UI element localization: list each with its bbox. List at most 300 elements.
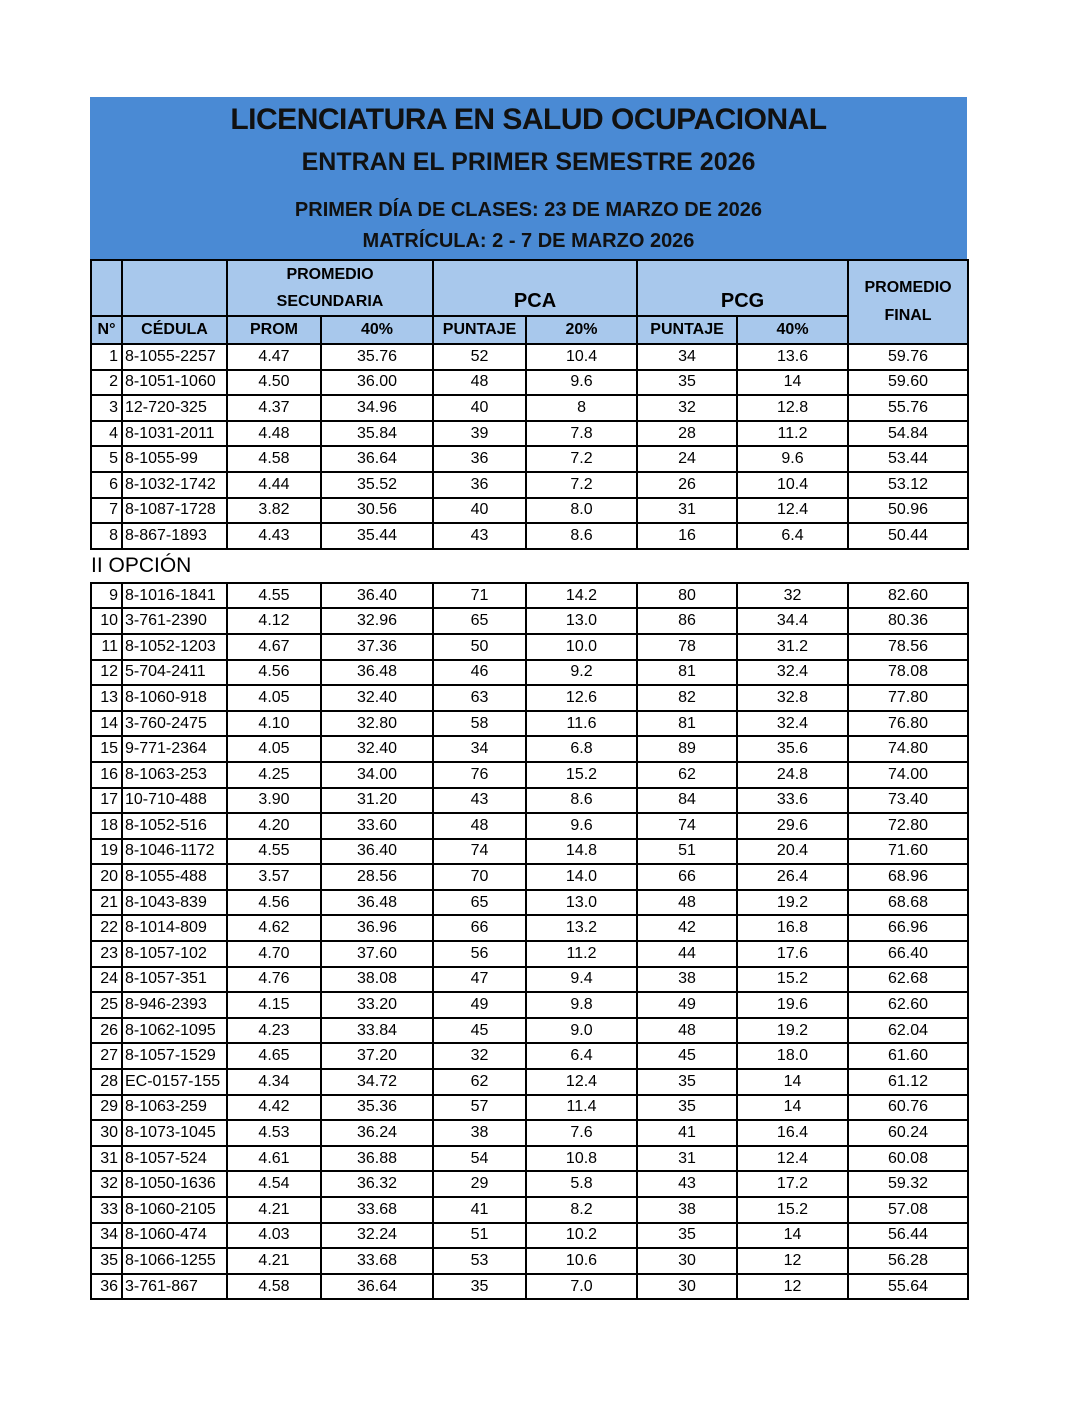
cell-row-number: 17 [91,788,122,814]
program-title: LICENCIATURA EN SALUD OCUPACIONAL [230,103,827,136]
cell-row-number: 20 [91,864,122,890]
table-row [91,1043,968,1069]
cell-promedio-final: 60.24 [848,1120,968,1146]
cell-pca-puntaje: 53 [433,1248,526,1274]
table-row [91,660,968,686]
cell-pcg-puntaje: 84 [637,788,737,814]
cell-promedio-final: 68.96 [848,864,968,890]
cell-pcg-puntaje: 26 [637,472,737,498]
primary-rows [91,344,968,549]
cell-sec-40-pct: 34.96 [321,395,433,421]
cell-pcg-puntaje: 45 [637,1043,737,1069]
header-pca-20: 20% [526,316,637,344]
cell-pcg-40-pct: 24.8 [737,762,848,788]
cell-row-number: 2 [91,370,122,396]
cell-pca-puntaje: 65 [433,608,526,634]
cell-prom: 4.56 [227,660,321,686]
cell-sec-40-pct: 37.60 [321,941,433,967]
cell-sec-40-pct: 35.84 [321,421,433,447]
cell-cedula: 8-1063-259 [122,1095,227,1121]
cell-cedula: 8-1066-1255 [122,1248,227,1274]
cell-pca-20-pct: 11.6 [526,711,637,737]
cell-row-number: 14 [91,711,122,737]
cell-pca-puntaje: 43 [433,523,526,549]
second-option-table [90,582,969,1301]
table-row [91,941,968,967]
cell-pcg-40-pct: 14 [737,1223,848,1249]
cell-pcg-40-pct: 19.6 [737,992,848,1018]
cell-pca-20-pct: 9.0 [526,1018,637,1044]
cell-row-number: 21 [91,890,122,916]
cell-row-number: 33 [91,1197,122,1223]
cell-promedio-final: 66.40 [848,941,968,967]
cell-sec-40-pct: 35.76 [321,344,433,370]
table-row [91,523,968,549]
cell-row-number: 22 [91,915,122,941]
cell-pca-puntaje: 40 [433,498,526,524]
cell-sec-40-pct: 30.56 [321,498,433,524]
cell-sec-40-pct: 36.96 [321,915,433,941]
header-pcg-puntaje: PUNTAJE [637,316,737,344]
cell-promedio-final: 68.68 [848,890,968,916]
cell-sec-40-pct: 36.24 [321,1120,433,1146]
cell-pca-puntaje: 52 [433,344,526,370]
cell-pca-puntaje: 74 [433,839,526,865]
cell-pca-20-pct: 10.4 [526,344,637,370]
cell-sec-40-pct: 35.52 [321,472,433,498]
cell-promedio-final: 80.36 [848,608,968,634]
cell-pca-20-pct: 14.0 [526,864,637,890]
cell-pca-20-pct: 12.4 [526,1069,637,1095]
cell-sec-40-pct: 36.48 [321,660,433,686]
table-row [91,634,968,660]
cell-sec-40-pct: 32.80 [321,711,433,737]
cell-sec-40-pct: 36.48 [321,890,433,916]
cell-row-number: 24 [91,967,122,993]
cell-pcg-40-pct: 9.6 [737,446,848,472]
table-row [91,344,968,370]
cell-pcg-puntaje: 86 [637,608,737,634]
cell-row-number: 29 [91,1095,122,1121]
table-row [91,1248,968,1274]
cell-promedio-final: 60.08 [848,1146,968,1172]
cell-row-number: 6 [91,472,122,498]
table-row [91,839,968,865]
cell-cedula: 8-1060-474 [122,1223,227,1249]
cell-pcg-puntaje: 35 [637,1095,737,1121]
cell-sec-40-pct: 36.64 [321,1274,433,1300]
enrollment-dates: MATRÍCULA: 2 - 7 DE MARZO 2026 [362,230,695,252]
cell-pca-puntaje: 29 [433,1171,526,1197]
cell-pcg-puntaje: 62 [637,762,737,788]
cell-promedio-final: 72.80 [848,813,968,839]
table-row [91,813,968,839]
cell-pcg-40-pct: 13.6 [737,344,848,370]
cell-pca-20-pct: 10.0 [526,634,637,660]
cell-prom: 4.62 [227,915,321,941]
cell-pca-puntaje: 58 [433,711,526,737]
cell-pcg-puntaje: 44 [637,941,737,967]
cell-cedula: 8-1063-253 [122,762,227,788]
cell-promedio-final: 62.68 [848,967,968,993]
cell-pca-puntaje: 36 [433,472,526,498]
cell-pca-puntaje: 62 [433,1069,526,1095]
cell-promedio-final: 50.96 [848,498,968,524]
table-row [91,583,968,609]
cell-pcg-40-pct: 12 [737,1248,848,1274]
table-row [91,1274,968,1300]
cell-sec-40-pct: 33.20 [321,992,433,1018]
cell-pcg-puntaje: 42 [637,915,737,941]
cell-pcg-40-pct: 6.4 [737,523,848,549]
cell-prom: 4.34 [227,1069,321,1095]
cell-cedula: EC-0157-155 [122,1069,227,1095]
cell-pca-20-pct: 15.2 [526,762,637,788]
cell-cedula: 8-1043-839 [122,890,227,916]
cell-pcg-puntaje: 30 [637,1248,737,1274]
cell-pcg-40-pct: 32.4 [737,660,848,686]
cell-prom: 4.03 [227,1223,321,1249]
cell-prom: 4.50 [227,370,321,396]
cell-pcg-puntaje: 41 [637,1120,737,1146]
table-row [91,1069,968,1095]
cell-prom: 4.44 [227,472,321,498]
cell-pca-puntaje: 35 [433,1274,526,1300]
cell-row-number: 31 [91,1146,122,1172]
cell-prom: 4.12 [227,608,321,634]
cell-cedula: 8-1055-2257 [122,344,227,370]
cell-sec-40-pct: 28.56 [321,864,433,890]
cell-promedio-final: 62.04 [848,1018,968,1044]
cell-pcg-puntaje: 51 [637,839,737,865]
cell-cedula: 8-1057-524 [122,1146,227,1172]
cell-pcg-40-pct: 11.2 [737,421,848,447]
cell-pca-puntaje: 50 [433,634,526,660]
cell-pca-puntaje: 47 [433,967,526,993]
cell-cedula: 8-1062-1095 [122,1018,227,1044]
cell-pca-puntaje: 45 [433,1018,526,1044]
cell-pcg-puntaje: 30 [637,1274,737,1300]
table-row [91,915,968,941]
cell-pca-puntaje: 43 [433,788,526,814]
table-row [91,1146,968,1172]
cell-prom: 4.54 [227,1171,321,1197]
cell-pcg-40-pct: 34.4 [737,608,848,634]
cell-promedio-final: 59.32 [848,1171,968,1197]
semester-subtitle: ENTRAN EL PRIMER SEMESTRE 2026 [301,148,756,176]
cell-pcg-puntaje: 43 [637,1171,737,1197]
cell-cedula: 3-760-2475 [122,711,227,737]
cell-cedula: 10-710-488 [122,788,227,814]
cell-pca-20-pct: 12.6 [526,685,637,711]
cell-cedula: 8-1087-1728 [122,498,227,524]
cell-pca-20-pct: 5.8 [526,1171,637,1197]
cell-pcg-puntaje: 24 [637,446,737,472]
cell-prom: 4.25 [227,762,321,788]
cell-promedio-final: 74.00 [848,762,968,788]
header-pcg: PCG [637,260,848,316]
cell-sec-40-pct: 34.72 [321,1069,433,1095]
cell-row-number: 35 [91,1248,122,1274]
cell-row-number: 9 [91,583,122,609]
table-row [91,421,968,447]
cell-row-number: 34 [91,1223,122,1249]
cell-row-number: 28 [91,1069,122,1095]
cell-row-number: 5 [91,446,122,472]
cell-pcg-40-pct: 12 [737,1274,848,1300]
header-pca-puntaje: PUNTAJE [433,316,526,344]
header-promedio-final [848,260,968,344]
cell-pcg-40-pct: 19.2 [737,1018,848,1044]
table-row [91,1197,968,1223]
cell-pcg-puntaje: 66 [637,864,737,890]
cell-sec-40-pct: 31.20 [321,788,433,814]
cell-pca-puntaje: 66 [433,915,526,941]
cell-prom: 4.21 [227,1197,321,1223]
cell-cedula: 12-720-325 [122,395,227,421]
header-text: PROMEDIO [286,266,374,283]
cell-sec-40-pct: 33.68 [321,1197,433,1223]
cell-prom: 4.58 [227,1274,321,1300]
cell-promedio-final: 78.56 [848,634,968,660]
cell-pcg-puntaje: 82 [637,685,737,711]
cell-pca-20-pct: 9.6 [526,370,637,396]
cell-pca-puntaje: 71 [433,583,526,609]
cell-row-number: 1 [91,344,122,370]
cell-pca-20-pct: 10.8 [526,1146,637,1172]
table-row [91,446,968,472]
table-row [91,1223,968,1249]
cell-prom: 4.61 [227,1146,321,1172]
cell-pcg-40-pct: 16.4 [737,1120,848,1146]
cell-sec-40-pct: 36.88 [321,1146,433,1172]
cell-prom: 4.23 [227,1018,321,1044]
cell-pca-puntaje: 48 [433,370,526,396]
cell-promedio-final: 57.08 [848,1197,968,1223]
cell-cedula: 8-1057-351 [122,967,227,993]
cell-pca-20-pct: 8.2 [526,1197,637,1223]
header-num: N° [91,316,122,344]
cell-cedula: 8-1055-99 [122,446,227,472]
cell-promedio-final: 76.80 [848,711,968,737]
cell-pca-puntaje: 38 [433,1120,526,1146]
cell-pca-20-pct: 6.4 [526,1043,637,1069]
cell-cedula: 8-1031-2011 [122,421,227,447]
cell-promedio-final: 61.12 [848,1069,968,1095]
cell-promedio-final: 73.40 [848,788,968,814]
cell-sec-40-pct: 33.68 [321,1248,433,1274]
header-blank-num [91,260,122,316]
cell-sec-40-pct: 36.64 [321,446,433,472]
table-row [91,890,968,916]
cell-pca-puntaje: 49 [433,992,526,1018]
cell-promedio-final: 77.80 [848,685,968,711]
cell-pcg-40-pct: 15.2 [737,1197,848,1223]
cell-prom: 4.05 [227,736,321,762]
cell-pca-puntaje: 63 [433,685,526,711]
cell-pca-puntaje: 51 [433,1223,526,1249]
cell-promedio-final: 55.76 [848,395,968,421]
cell-pcg-puntaje: 31 [637,498,737,524]
cell-pcg-puntaje: 35 [637,1069,737,1095]
table-row [91,992,968,1018]
cell-sec-40-pct: 33.84 [321,1018,433,1044]
cell-pca-20-pct: 7.0 [526,1274,637,1300]
cell-pca-20-pct: 8 [526,395,637,421]
cell-pca-puntaje: 41 [433,1197,526,1223]
cell-pca-20-pct: 9.2 [526,660,637,686]
cell-cedula: 8-1046-1172 [122,839,227,865]
header-pcg-40: 40% [737,316,848,344]
table-row [91,788,968,814]
cell-prom: 4.15 [227,992,321,1018]
cell-pca-20-pct: 9.8 [526,992,637,1018]
cell-cedula: 8-1055-488 [122,864,227,890]
cell-cedula: 8-1052-516 [122,813,227,839]
header-text: SECUNDARIA [276,293,384,310]
cell-prom: 4.58 [227,446,321,472]
cell-promedio-final: 71.60 [848,839,968,865]
cell-sec-40-pct: 33.60 [321,813,433,839]
cell-promedio-final: 53.12 [848,472,968,498]
table-row [91,1018,968,1044]
first-day-of-classes: PRIMER DÍA DE CLASES: 23 DE MARZO DE 2026 [294,199,763,221]
cell-cedula: 8-1060-2105 [122,1197,227,1223]
cell-pca-20-pct: 13.2 [526,915,637,941]
header-prom: PROM [227,316,321,344]
cell-promedio-final: 60.76 [848,1095,968,1121]
cell-pcg-40-pct: 17.2 [737,1171,848,1197]
cell-pca-20-pct: 8.6 [526,788,637,814]
cell-row-number: 32 [91,1171,122,1197]
table-row [91,608,968,634]
cell-prom: 3.57 [227,864,321,890]
cell-promedio-final: 54.84 [848,421,968,447]
cell-cedula: 8-1014-809 [122,915,227,941]
table-row [91,762,968,788]
cell-prom: 3.82 [227,498,321,524]
table-row [91,1120,968,1146]
header-promedio-secundaria [227,260,433,316]
cell-prom: 4.67 [227,634,321,660]
cell-row-number: 19 [91,839,122,865]
cell-pca-20-pct: 8.6 [526,523,637,549]
cell-pcg-puntaje: 16 [637,523,737,549]
cell-row-number: 3 [91,395,122,421]
header-sec-40: 40% [321,316,433,344]
cell-prom: 4.56 [227,890,321,916]
cell-pcg-puntaje: 31 [637,1146,737,1172]
table-row [91,1095,968,1121]
cell-pca-puntaje: 39 [433,421,526,447]
cell-cedula: 8-1032-1742 [122,472,227,498]
cell-pca-puntaje: 48 [433,813,526,839]
cell-row-number: 10 [91,608,122,634]
cell-pcg-40-pct: 14 [737,1069,848,1095]
second-option-rows [91,583,968,1300]
results-sheet [90,97,967,1300]
cell-pcg-40-pct: 33.6 [737,788,848,814]
cell-sec-40-pct: 35.36 [321,1095,433,1121]
cell-prom: 3.90 [227,788,321,814]
header-text: PROMEDIO [864,279,952,296]
title-banner [90,97,967,259]
cell-pcg-40-pct: 16.8 [737,915,848,941]
cell-promedio-final: 59.76 [848,344,968,370]
cell-pcg-puntaje: 48 [637,1018,737,1044]
cell-sec-40-pct: 32.40 [321,736,433,762]
section-ii-opcion-label: II OPCIÓN [91,553,192,577]
cell-pcg-40-pct: 14 [737,370,848,396]
cell-prom: 4.53 [227,1120,321,1146]
cell-sec-40-pct: 32.40 [321,685,433,711]
cell-row-number: 12 [91,660,122,686]
cell-pca-puntaje: 70 [433,864,526,890]
cell-pca-20-pct: 13.0 [526,608,637,634]
cell-pcg-puntaje: 74 [637,813,737,839]
cell-pca-20-pct: 8.0 [526,498,637,524]
cell-promedio-final: 55.64 [848,1274,968,1300]
table-row [91,370,968,396]
cell-pca-20-pct: 11.2 [526,941,637,967]
cell-prom: 4.43 [227,523,321,549]
cell-cedula: 5-704-2411 [122,660,227,686]
cell-cedula: 3-761-867 [122,1274,227,1300]
cell-pcg-40-pct: 31.2 [737,634,848,660]
cell-pca-20-pct: 9.4 [526,967,637,993]
cell-promedio-final: 66.96 [848,915,968,941]
cell-row-number: 7 [91,498,122,524]
cell-pca-puntaje: 40 [433,395,526,421]
cell-promedio-final: 61.60 [848,1043,968,1069]
cell-pcg-40-pct: 35.6 [737,736,848,762]
cell-row-number: 25 [91,992,122,1018]
cell-row-number: 36 [91,1274,122,1300]
cell-cedula: 8-946-2393 [122,992,227,1018]
cell-pcg-puntaje: 78 [637,634,737,660]
cell-prom: 4.55 [227,839,321,865]
cell-row-number: 15 [91,736,122,762]
cell-pcg-puntaje: 81 [637,711,737,737]
cell-prom: 4.47 [227,344,321,370]
cell-pcg-40-pct: 12.4 [737,1146,848,1172]
cell-pcg-40-pct: 12.4 [737,498,848,524]
cell-pca-20-pct: 6.8 [526,736,637,762]
table-row [91,395,968,421]
cell-prom: 4.55 [227,583,321,609]
cell-sec-40-pct: 37.20 [321,1043,433,1069]
cell-pca-puntaje: 57 [433,1095,526,1121]
cell-promedio-final: 74.80 [848,736,968,762]
cell-cedula: 8-1073-1045 [122,1120,227,1146]
cell-prom: 4.10 [227,711,321,737]
cell-pcg-40-pct: 32.4 [737,711,848,737]
cell-pca-puntaje: 54 [433,1146,526,1172]
cell-sec-40-pct: 36.40 [321,839,433,865]
cell-pca-puntaje: 32 [433,1043,526,1069]
cell-sec-40-pct: 36.32 [321,1171,433,1197]
table-row [91,498,968,524]
cell-pcg-puntaje: 89 [637,736,737,762]
cell-promedio-final: 78.08 [848,660,968,686]
cell-promedio-final: 82.60 [848,583,968,609]
cell-sec-40-pct: 34.00 [321,762,433,788]
cell-sec-40-pct: 35.44 [321,523,433,549]
cell-cedula: 8-1050-1636 [122,1171,227,1197]
cell-sec-40-pct: 32.24 [321,1223,433,1249]
table-row [91,1171,968,1197]
table-row [91,685,968,711]
